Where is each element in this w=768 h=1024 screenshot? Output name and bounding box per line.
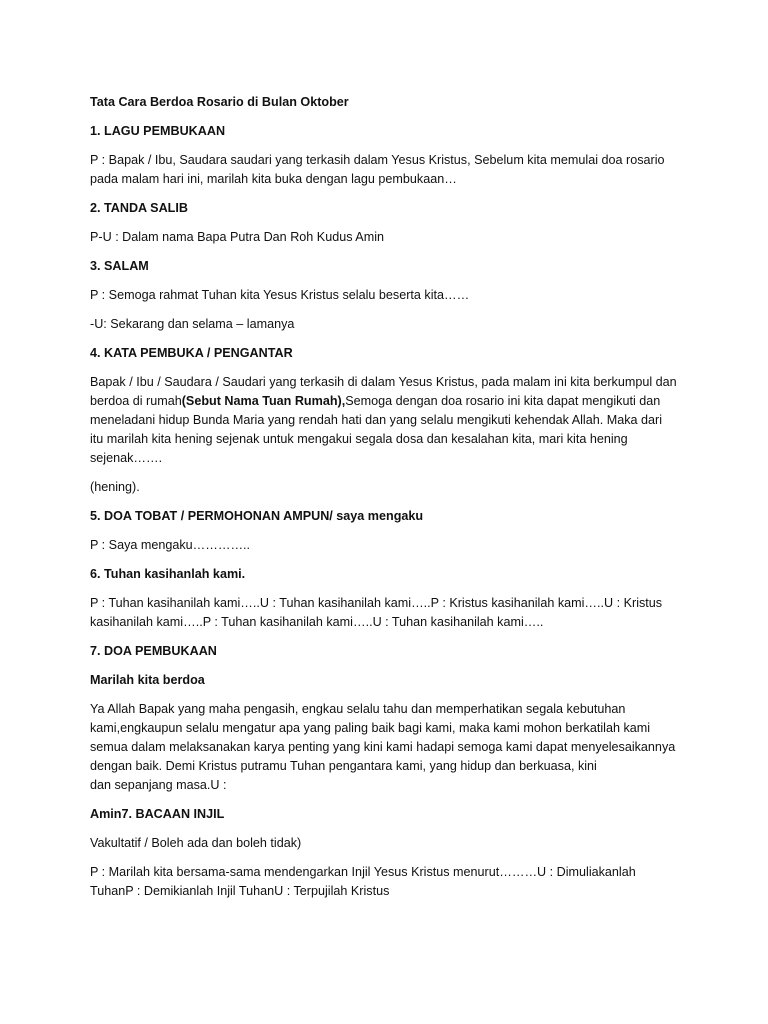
paragraph-salam-p: P : Semoga rahmat Tuhan kita Yesus Kristus selalu beserta kita…… [90, 288, 470, 302]
paragraph-vakultatif: Vakultatif / Boleh ada dan boleh tidak) [90, 836, 302, 850]
text-line: dengan baik. Demi Kristus putramu Tuhan pengantara kami, yang hidup dan berkuasa, kini [90, 759, 597, 773]
text-line: Ya Allah Bapak yang maha pengasih, engkau selalu tahu dan memperhatikan segala kebutuhan [90, 702, 626, 716]
text-line: TuhanP : Demikianlah Injil TuhanU : Terpujilah Kristus [90, 884, 390, 898]
paragraph-tuhan-kasihanlah [90, 594, 690, 632]
paragraph-kata-pembuka [90, 373, 690, 468]
paragraph-salam-u: -U: Sekarang dan selama – lamanya [90, 317, 295, 331]
paragraph-bacaan-injil [90, 863, 690, 901]
section-heading-kata-pembuka: 4. KATA PEMBUKA / PENGANTAR [90, 346, 293, 360]
text-line: P : Bapak / Ibu, Saudara saudari yang terkasih dalam Yesus Kristus, Sebelum kita memulai doa rosario [90, 153, 665, 167]
paragraph-hening: (hening). [90, 480, 140, 494]
document-page [90, 93, 690, 911]
paragraph-doa-tobat: P : Saya mengaku………….. [90, 538, 251, 552]
section-heading-salam: 3. SALAM [90, 259, 149, 273]
paragraph-doa-pembukaan [90, 700, 690, 795]
document-title: Tata Cara Berdoa Rosario di Bulan Oktober [90, 95, 349, 109]
text-line: meneladani hidup Bunda Maria yang rendah hati dan yang selalu mengikuti kehendak Allah. Maka dari [90, 413, 662, 427]
subheading-marilah-berdoa: Marilah kita berdoa [90, 673, 205, 687]
text-line: sejenak……. [90, 451, 163, 465]
section-heading-doa-pembukaan: 7. DOA PEMBUKAAN [90, 644, 217, 658]
text-line: P : Marilah kita bersama-sama mendengarkan Injil Yesus Kristus menurut………U : Dimuliakanlah [90, 865, 636, 879]
text-line: pada malam hari ini, marilah kita buka dengan lagu pembukaan… [90, 172, 457, 186]
text-line: semua dalam melaksanakan karya penting yang kini kami hadapi semoga kami dapat menyelesaikannya [90, 740, 676, 754]
text-line: itu marilah kita hening sejenak untuk mengakui segala dosa dan kesalahan kita, mari kita hening [90, 432, 628, 446]
paragraph-lagu-pembukaan [90, 151, 690, 189]
text-line: kami,engkaupun selalu mengatur apa yang paling baik bagi kami, maka kami mohon berkatilah kami [90, 721, 651, 735]
text-line: P : Tuhan kasihanilah kami…..U : Tuhan kasihanilah kami…..P : Kristus kasihanilah kami…..U : Kristus [90, 596, 663, 610]
section-heading-tanda-salib: 2. TANDA SALIB [90, 201, 188, 215]
section-heading-lagu-pembukaan: 1. LAGU PEMBUKAAN [90, 124, 226, 138]
section-heading-tuhan-kasihanlah: 6. Tuhan kasihanlah kami. [90, 567, 246, 581]
section-heading-doa-tobat: 5. DOA TOBAT / PERMOHONAN AMPUN/ saya mengaku [90, 509, 424, 523]
bold-instruction: (Sebut Nama Tuan Rumah), [181, 394, 346, 408]
text-segment: berdoa di rumah [90, 394, 182, 408]
text-line: dan sepanjang masa.U : [90, 778, 227, 792]
text-line: Bapak / Ibu / Saudara / Saudari yang terkasih di dalam Yesus Kristus, pada malam ini kita berkumpul dan [90, 375, 677, 389]
section-heading-bacaan-injil: Amin7. BACAAN INJIL [90, 807, 225, 821]
paragraph-tanda-salib: P-U : Dalam nama Bapa Putra Dan Roh Kudus Amin [90, 230, 384, 244]
text-segment: Semoga dengan doa rosario ini kita dapat mengikuti dan [345, 394, 661, 408]
text-line: kasihanilah kami…..P : Tuhan kasihanilah kami…..U : Tuhan kasihanilah kami….. [90, 615, 544, 629]
